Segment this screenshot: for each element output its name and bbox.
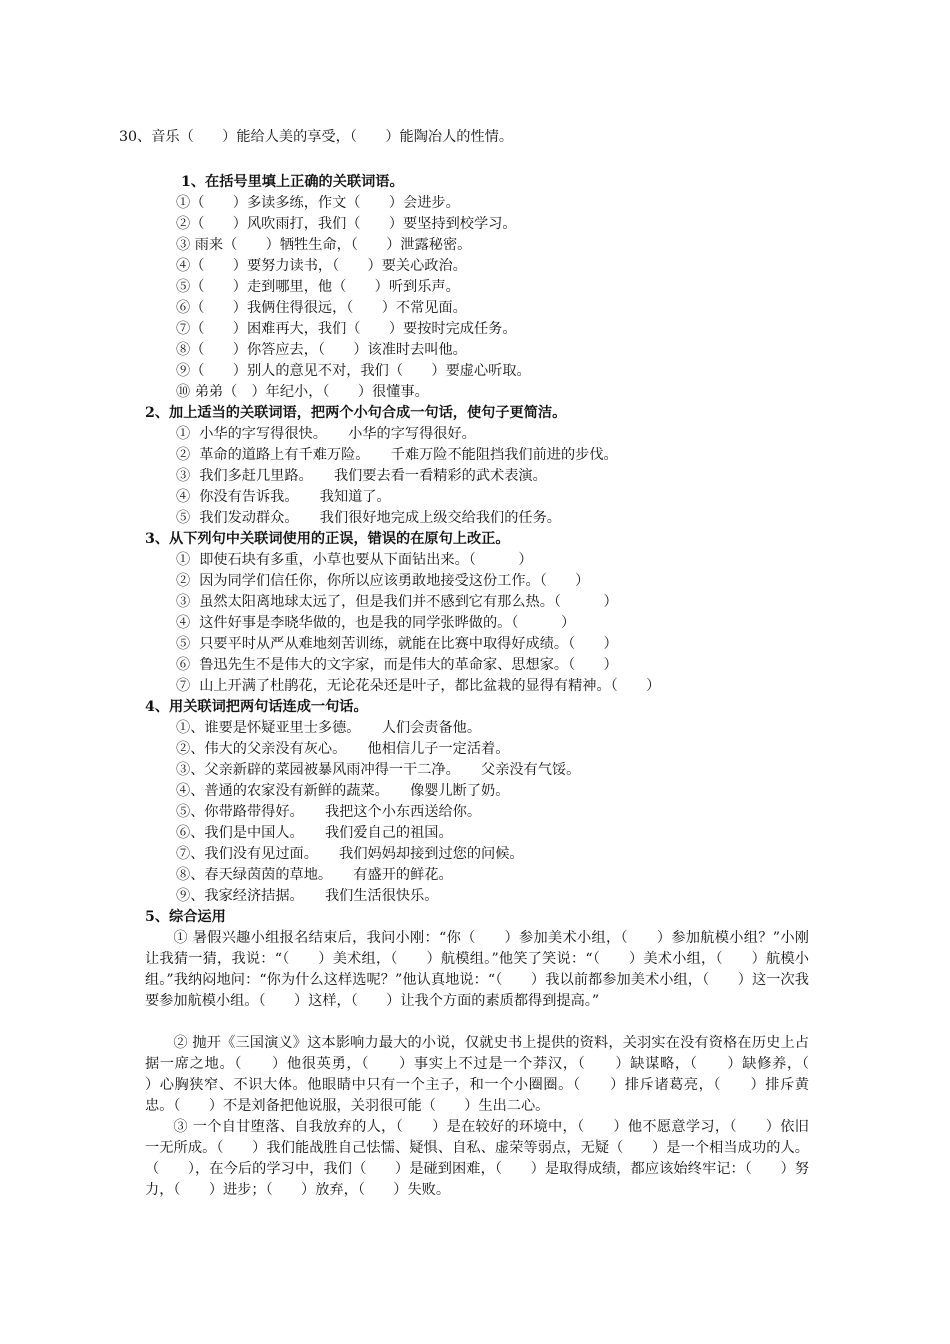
comprehensive-paragraph-2: ② 抛开《三国演义》这本影响力最大的小说，仅就史书上提供的资料，关羽实在没有资格在历史上占据一席之地。（ ）他很英勇，（ ）事实上不过是一个莽汉，（ ）缺谋略，（ ）缺修养，（ ）心胸狭窄、不识大体。他眼睛中只有一个主子，和一个小圈圈。（ ）排斥诸葛亮，（ ）排斥黄忠。（ ）不是刘备把他说服，关羽很可能（ ）生出二心。	[145, 1035, 838, 1114]
list-item: ⑨（ ）别人的意见不对，我们（ ）要虚心听取。	[176, 363, 531, 379]
list-item: ⑦ 山上开满了杜鹃花，无论花朵还是叶子，都比盆栽的显得有精神。（ ）	[176, 678, 661, 694]
list-item: ④（ ）要努力读书，（ ）要关心政治。	[176, 258, 467, 274]
list-item: ⑥ 鲁迅先生不是伟大的文字家，而是伟大的革命家、思想家。（ ）	[176, 657, 618, 673]
list-item: ③ 我们多赶几里路。 我们要去看一看精彩的武术表演。	[176, 468, 547, 484]
list-item: ⑧、春天绿茵茵的草地。 有盛开的鲜花。	[176, 867, 453, 883]
list-item: ②、伟大的父亲没有灰心。 他相信儿子一定活着。	[176, 741, 510, 757]
section-5-title: 5、综合运用	[145, 909, 226, 925]
list-item: ①（ ）多读多练，作文（ ）会进步。	[176, 195, 460, 211]
list-item: ② 革命的道路上有千难万险。 千难万险不能阻挡我们前进的步伐。	[176, 447, 618, 463]
list-item: ⑥、我们是中国人。 我们爱自己的祖国。	[176, 825, 453, 841]
list-item: ④ 你没有告诉我。 我知道了。	[176, 489, 391, 505]
list-item: ⑥（ ）我俩住得很远，（ ）不常见面。	[176, 300, 467, 316]
list-item: ⑩ 弟弟（ ）年纪小，（ ）很懂事。	[176, 384, 429, 400]
list-item: ⑦、我们没有见过面。 我们妈妈却接到过您的问候。	[176, 846, 524, 862]
list-item: ① 小华的字写得很快。 小华的字写得很好。	[176, 426, 476, 442]
section-3-title: 3、从下列句中关联词使用的正误，错误的在原句上改正。	[145, 531, 510, 547]
list-item: ⑤、你带路带得好。 我把这个小东西送给你。	[176, 804, 482, 820]
list-item: ③、父亲新辟的菜园被暴风雨冲得一干二净。 父亲没有气馁。	[176, 762, 581, 778]
list-item: ④、普通的农家没有新鲜的蔬菜。 像婴儿断了奶。	[176, 783, 510, 799]
comprehensive-paragraph-3: ③ 一个自甘堕落、自我放弃的人，（ ）是在较好的环境中，（ ）他不愿意学习，（ ）依旧一无所成。（ ）我们能战胜自己怯懦、疑惧、自私、虚荣等弱点，无疑（ ）是一个相当成功的人。（ ），在今后的学习中，我们（ ）是碰到困难，（ ）是取得成绩，都应该始终牢记：（ ）努力，（ ）进步；（ ）放弃，（ ）失败。	[145, 1119, 809, 1198]
question-30: 30、音乐（ ）能给人美的享受，（ ）能陶冶人的性情。	[119, 129, 514, 145]
list-item: ③ 雨来（ ）牺牲生命，（ ）泄露秘密。	[176, 237, 472, 253]
list-item: ② 因为同学们信任你，你所以应该勇敢地接受这份工作。（ ）	[176, 573, 590, 589]
section-2-title: 2、加上适当的关联词语，把两个小句合成一句话，使句子更简洁。	[145, 405, 567, 421]
comprehensive-paragraph-1: ① 暑假兴趣小组报名结束后，我问小刚：“你（ ）参加美术小组，（ ）参加航模小组？”小刚让我猜一猜，我说：“（ ）美术组，（ ）航模组。”他笑了笑说：“（ ）美术小组，（ ）航模小组。”我纳闷地问：“你为什么这样选呢？”他认真地说：“（ ）我以前都参加美术小组，（ ）这一次我要参加航模小组。（ ）这样，（ ）让我个方面的素质都得到提高。”	[145, 930, 809, 1009]
list-item: ⑨、我家经济拮据。 我们生活很快乐。	[176, 888, 439, 904]
section-4-title: 4、用关联词把两句话连成一句话。	[145, 699, 368, 715]
section-1-title: 1、在括号里填上正确的关联词语。	[181, 174, 404, 190]
list-item: ③ 虽然太阳离地球太远了，但是我们并不感到它有那么热。（ ）	[176, 594, 618, 610]
list-item: ⑤ 我们发动群众。 我们很好地完成上级交给我们的任务。	[176, 510, 561, 526]
list-item: ① 即使石块有多重，小草也要从下面钻出来。（ ）	[176, 552, 533, 568]
list-item: ②（ ）风吹雨打，我们（ ）要坚持到校学习。	[176, 216, 517, 232]
list-item: ①、谁要是怀疑亚里士多德。 人们会责备他。	[176, 720, 482, 736]
list-item: ⑤（ ）走到哪里，他（ ）听到乐声。	[176, 279, 460, 295]
list-item: ⑤ 只要平时从严从难地刻苦训练，就能在比赛中取得好成绩。（ ）	[176, 636, 618, 652]
list-item: ④ 这件好事是李晓华做的，也是我的同学张晔做的。（ ）	[176, 615, 576, 631]
list-item: ⑦（ ）困难再大，我们（ ）要按时完成任务。	[176, 321, 517, 337]
list-item: ⑧（ ）你答应去，（ ）该准时去叫他。	[176, 342, 467, 358]
